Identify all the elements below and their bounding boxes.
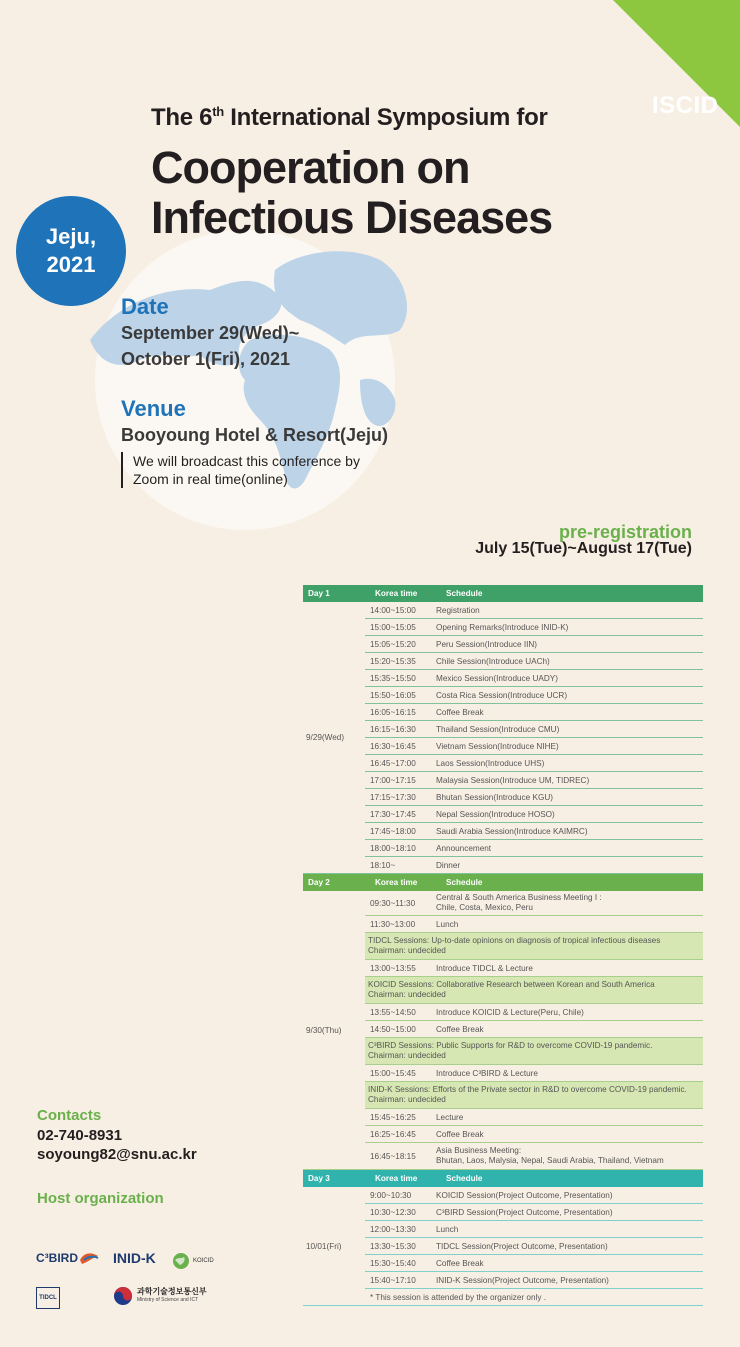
day3-schedule-header: Schedule <box>446 1174 483 1183</box>
table-row <box>365 704 703 721</box>
row-item <box>431 893 703 913</box>
table-row <box>365 755 703 772</box>
day3-time-header: Korea time <box>375 1174 418 1183</box>
row-item: Vietnam Session(Introduce NIHE) <box>436 741 559 751</box>
table-row <box>365 636 703 653</box>
row-item-line1: Asia Business Meeting: <box>436 1146 522 1155</box>
table-row <box>365 1065 703 1082</box>
row-time: 15:50~16:05 <box>370 690 416 700</box>
row-time: 15:40~17:10 <box>370 1275 416 1285</box>
title-main-line1: Cooperation on <box>151 142 470 193</box>
row-time: 12:00~13:30 <box>370 1224 416 1234</box>
row-item: Introduce TIDCL & Lecture <box>436 963 533 973</box>
table-row <box>365 806 703 823</box>
inidk-logo <box>113 1250 156 1268</box>
row-item: KOICID Session(Project Outcome, Presentation) <box>436 1190 613 1200</box>
row-time: 16:45~18:15 <box>370 1151 416 1161</box>
session-line1: KOICID Sessions: Collaborative Research between Korean and South America <box>368 980 655 989</box>
row-item: C³BIRD Session(Project Outcome, Presentation) <box>436 1207 613 1217</box>
location-badge <box>16 196 126 306</box>
koicid-logo-text: KOICID <box>193 1258 214 1264</box>
row-time: 17:30~17:45 <box>370 809 416 819</box>
title-subheading <box>151 104 548 132</box>
row-time: 13:30~15:30 <box>370 1241 416 1251</box>
day1-schedule-header: Schedule <box>446 589 483 598</box>
row-time: 14:50~15:00 <box>370 1024 416 1034</box>
c3bird-logo-text: C³BIRD <box>36 1251 78 1265</box>
broadcast-note-line2: Zoom in real time(online) <box>133 471 288 487</box>
table-row <box>365 1021 703 1038</box>
row-item: Coffee Break <box>436 1129 484 1139</box>
row-time: 15:20~15:35 <box>370 656 416 666</box>
row-item-line2: Chile, Costa, Mexico, Peru <box>436 903 533 912</box>
title-main <box>151 143 552 243</box>
day3-rows <box>365 1187 703 1306</box>
day1-label: Day 1 <box>308 589 330 598</box>
row-item: Coffee Break <box>436 707 484 717</box>
row-item: Chile Session(Introduce UACh) <box>436 656 550 666</box>
row-item: Introduce C³BIRD & Lecture <box>436 1068 538 1078</box>
row-item: Lunch <box>436 919 459 929</box>
row-time: 09:30~11:30 <box>370 898 416 908</box>
row-time: 18:10~ <box>370 860 396 870</box>
row-time: 10:30~12:30 <box>370 1207 416 1217</box>
row-time: 18:00~18:10 <box>370 843 416 853</box>
session-line1: C³BIRD Sessions: Public Supports for R&D to overcome COVID-19 pandemic. <box>368 1041 653 1050</box>
table-row <box>365 891 703 916</box>
table-row <box>365 1204 703 1221</box>
row-time: 14:00~15:00 <box>370 605 416 615</box>
title-sup: th <box>212 104 224 119</box>
title-suffix: International Symposium for <box>223 104 548 131</box>
session-row <box>365 977 703 1004</box>
row-item: INID-K Session(Project Outcome, Presentation) <box>436 1275 609 1285</box>
row-item: Malaysia Session(Introduce UM, TIDREC) <box>436 775 590 785</box>
row-item-line2: Bhutan, Laos, Malysia, Nepal, Saudi Arabia, Thailand, Vietnam <box>436 1156 664 1165</box>
session-text <box>365 1041 703 1061</box>
table-row <box>365 1126 703 1143</box>
row-item: Mexico Session(Introduce UADY) <box>436 673 558 683</box>
table-row <box>365 687 703 704</box>
row-time: 17:15~17:30 <box>370 792 416 802</box>
row-item: Peru Session(Introduce IIN) <box>436 639 538 649</box>
table-row <box>365 789 703 806</box>
contacts-email: soyoung82@snu.ac.kr <box>37 1146 197 1163</box>
table-row <box>365 823 703 840</box>
day3-date: 10/01(Fri) <box>303 1187 365 1306</box>
ministry-name-en: Ministry of Science and ICT <box>137 1297 199 1303</box>
row-time: 13:00~13:55 <box>370 963 416 973</box>
tidcl-logo <box>36 1287 60 1309</box>
table-row <box>365 857 703 874</box>
session-row <box>365 1038 703 1065</box>
day1-time-header: Korea time <box>375 589 418 598</box>
row-time: 11:30~13:00 <box>370 919 416 929</box>
row-item: Costa Rica Session(Introduce UCR) <box>436 690 568 700</box>
row-time: 15:30~15:40 <box>370 1258 416 1268</box>
row-item: Announcement <box>436 843 492 853</box>
row-item: Registration <box>436 605 480 615</box>
day2-rows <box>365 891 703 1170</box>
row-time: 16:25~16:45 <box>370 1129 416 1139</box>
row-item: Nepal Session(Introduce HOSO) <box>436 809 555 819</box>
footnote-row <box>365 1289 703 1306</box>
table-row <box>365 1143 703 1170</box>
session-text <box>365 1085 703 1105</box>
table-row <box>365 1238 703 1255</box>
contacts-phone: 02-740-8931 <box>37 1127 123 1144</box>
row-time: 16:15~16:30 <box>370 724 416 734</box>
day1-date: 9/29(Wed) <box>303 602 365 874</box>
table-row <box>365 619 703 636</box>
broadcast-note-line1: We will broadcast this conference by <box>133 453 360 469</box>
session-row <box>365 1082 703 1109</box>
iscid-badge: ISCID <box>652 92 719 119</box>
day2-time-header: Korea time <box>375 878 418 887</box>
row-item: Dinner <box>436 860 461 870</box>
inidk-logo-text: INID-K <box>113 1250 156 1266</box>
row-item: Opening Remarks(Introduce INID-K) <box>436 622 569 632</box>
table-row <box>365 602 703 619</box>
day1-header <box>303 585 703 602</box>
day2-schedule-header: Schedule <box>446 878 483 887</box>
session-line2: Chairman: undecided <box>368 1051 446 1060</box>
row-item-line1: Central & South America Business Meeting I : <box>436 893 602 902</box>
row-item: Coffee Break <box>436 1258 484 1268</box>
globe-icon <box>172 1252 190 1270</box>
row-time: 15:00~15:05 <box>370 622 416 632</box>
row-item: Bhutan Session(Introduce KGU) <box>436 792 553 802</box>
session-line1: INID-K Sessions: Efforts of the Private sector in R&D to overcome COVID-19 pandemic. <box>368 1085 687 1094</box>
row-item: Introduce KOICID & Lecture(Peru, Chile) <box>436 1007 584 1017</box>
row-time: 16:30~16:45 <box>370 741 416 751</box>
row-time: 17:45~18:00 <box>370 826 416 836</box>
session-line1: TIDCL Sessions: Up-to-date opinions on diagnosis of tropical infectious diseases <box>368 936 661 945</box>
row-time: 9:00~10:30 <box>370 1190 412 1200</box>
date-line1: September 29(Wed)~ <box>121 323 300 343</box>
koicid-logo <box>172 1252 214 1270</box>
preregistration-label: pre-registration <box>558 522 692 542</box>
row-item: Lunch <box>436 1224 459 1234</box>
host-label: Host organization <box>37 1190 164 1207</box>
location-badge-line2: 2021 <box>46 252 96 277</box>
day2-header <box>303 874 703 891</box>
table-row <box>365 1255 703 1272</box>
row-time: 16:45~17:00 <box>370 758 416 768</box>
session-line2: Chairman: undecided <box>368 990 446 999</box>
c3bird-logo <box>36 1250 100 1266</box>
session-text <box>365 936 703 956</box>
row-item: Coffee Break <box>436 1024 484 1034</box>
date-value <box>121 320 299 372</box>
day3-label: Day 3 <box>308 1174 330 1183</box>
table-row <box>365 1272 703 1289</box>
venue-name: Booyoung Hotel & Resort(Jeju) <box>121 425 389 445</box>
taegeuk-icon <box>113 1286 133 1306</box>
row-time: 15:35~15:50 <box>370 673 416 683</box>
table-row <box>365 1109 703 1126</box>
date-label: Date <box>121 294 169 319</box>
row-item: TIDCL Session(Project Outcome, Presentation) <box>436 1241 608 1251</box>
day1-rows <box>365 602 703 874</box>
day3-header <box>303 1170 703 1187</box>
row-item <box>431 1146 703 1166</box>
table-row <box>365 916 703 933</box>
ministry-name-kr: 과학기술정보통신부 <box>137 1287 207 1296</box>
day2-date: 9/30(Thu) <box>303 891 365 1170</box>
day3-row-list <box>365 1187 703 1289</box>
row-item: Thailand Session(Introduce CMU) <box>436 724 560 734</box>
tidcl-logo-text: TIDCL <box>36 1287 60 1309</box>
table-row <box>365 653 703 670</box>
session-text <box>365 980 703 1000</box>
table-row <box>365 960 703 977</box>
table-row <box>365 1187 703 1204</box>
day2-block <box>303 891 703 1170</box>
schedule-table <box>303 585 703 1306</box>
venue-label: Venue <box>121 396 186 421</box>
day3-block <box>303 1187 703 1306</box>
title-main-line2: Infectious Diseases <box>151 192 553 243</box>
row-item: Lecture <box>436 1112 464 1122</box>
preregistration-dates: July 15(Tue)~August 17(Tue) <box>475 540 692 557</box>
session-row <box>365 933 703 960</box>
table-row <box>365 670 703 687</box>
footnote: * This session is attended by the organizer only . <box>370 1292 546 1302</box>
day1-block <box>303 602 703 874</box>
day2-label: Day 2 <box>308 878 330 887</box>
row-time: 13:55~14:50 <box>370 1007 416 1017</box>
bird-icon <box>78 1250 100 1266</box>
ministry-logo <box>113 1286 207 1306</box>
table-row <box>365 1221 703 1238</box>
table-row <box>365 772 703 789</box>
location-badge-line1: Jeju, <box>45 224 97 249</box>
row-item: Laos Session(Introduce UHS) <box>436 758 545 768</box>
row-item: Saudi Arabia Session(Introduce KAIMRC) <box>436 826 588 836</box>
row-time: 15:45~16:25 <box>370 1112 416 1122</box>
date-line2: October 1(Fri), 2021 <box>121 349 291 369</box>
row-time: 15:05~15:20 <box>370 639 416 649</box>
table-row <box>365 738 703 755</box>
table-row <box>365 721 703 738</box>
broadcast-note <box>121 452 423 488</box>
row-time: 16:05~16:15 <box>370 707 416 717</box>
row-time: 15:00~15:45 <box>370 1068 416 1078</box>
contacts-label: Contacts <box>37 1107 102 1124</box>
title-prefix: The 6 <box>151 104 213 131</box>
row-time: 17:00~17:15 <box>370 775 416 785</box>
session-line2: Chairman: undecided <box>368 1095 446 1104</box>
table-row <box>365 1004 703 1021</box>
table-row <box>365 840 703 857</box>
session-line2: Chairman: undecided <box>368 946 446 955</box>
